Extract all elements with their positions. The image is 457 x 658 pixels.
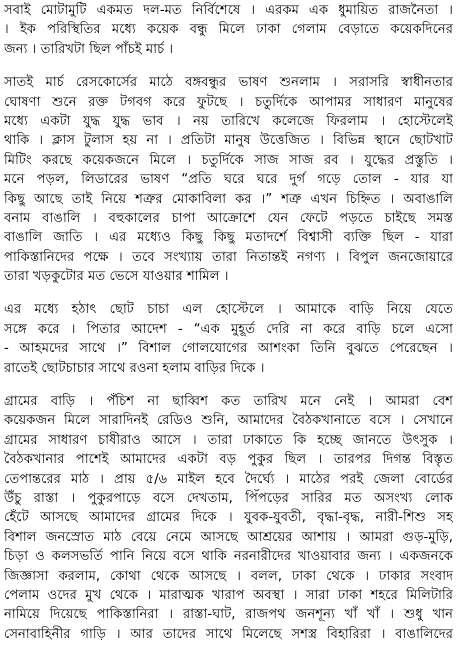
- paragraph-2: [4, 73, 453, 286]
- text-line: কয়েকজন মিলে সারাদিনই রেডিও শুনি, আমাদের বৈঠকখানাতে বসে । সেখানে: [4, 413, 453, 429]
- text-line: বাঙালি জাতি । এর মধ্যেও কিছু কিছু মতাদর্শে বিশ্বাসী ব্যক্তি ছিল - যারা: [4, 230, 453, 246]
- text-line: তারা খড়কুটোর মত ভেসে যাওয়ার শামিল ।: [4, 269, 229, 285]
- paragraph-4: [4, 392, 453, 644]
- text-line: সঙ্গে করে । পিতার আদেশ - “এক মুহূর্ত দেরি না করে বাড়ি চলে এসো: [4, 321, 453, 337]
- text-line: চিড়া ও কলসভর্তি পানি নিয়ে বসে থাকি নরনারীদের খাওয়াবার জন্য । একজনকে: [4, 549, 453, 565]
- text-line: রাতেই ছোটচাচার সাথে রওনা হলাম বাড়ির দিকে ।: [4, 360, 265, 376]
- text-line: সবাই মোটামুটি একমত দল-মত নির্বিশেষে । এরকম এক ধুমায়িত রাজনৈতা ।: [4, 3, 453, 18]
- text-line: হেঁটে আসছে আমাদের গ্রামের দিকে । যুবক-যুবতী, বৃদ্ধা-বৃদ্ধ, নারী-শিশু সহ: [4, 510, 453, 526]
- paragraph-3: [4, 300, 453, 378]
- document-page: [4, 1, 453, 658]
- text-line: মনে পড়ল, লিডারের ভাষণ “প্রতি ঘরে ঘরে দুর্গ গড়ে তোল - যার যা: [4, 172, 453, 188]
- text-line: কিছু আছে তাই নিয়ে শত্রুর মোকাবিলা কর ।” শত্রু এখন চিহ্নিত । অবাঙালি: [4, 191, 453, 207]
- text-line: । ইক পরিস্থিতির মধ্যে কয়েক বন্ধু মিলে ঢাকা গেলাম বেড়াতে কয়েকদিনের: [4, 22, 453, 38]
- paragraph-1: [4, 1, 453, 59]
- text-line: নামিয়ে দিয়েছে পাকিস্তানিরা । রাস্তা-ঘাট, রাজপথ জনশূন্য খাঁ খাঁ । শুধু খান: [4, 607, 453, 623]
- text-line: - আহমদের সাথে ।” বিশাল গোলযোগের আশংকা তিনি বুঝতে পেরেছেন ।: [4, 341, 453, 357]
- text-line: পেলাম ওদের মুখ থেকে । মারাত্মক খারাপ অবস্থা । সারা ঢাকা শহরে মিলিটারি: [4, 587, 453, 603]
- text-line: গ্রামের বাড়ি । পঁচিশ না ছাব্বিশ কত তারিখ মনে নেই । আমরা বেশ: [4, 394, 453, 410]
- text-line: ঘোষণা শুনে রক্ত টগবগ করে ফুটছে । চতুর্দিকে আপামর সাধারণ মানুষের: [4, 94, 453, 110]
- text-line: বিশাল জনস্রোত মাঠ বেয়ে নেমে আসছে আশ্রয়ের আশায় । আমরা গুড়-মুড়ি,: [4, 529, 453, 545]
- text-line: জন্য । তারিখটা ছিল পাঁচই মার্চ ।: [4, 41, 174, 57]
- text-line: সাতই মার্চ রেসকোর্সের মাঠে বঙ্গবন্ধুর ভাষণ শুনলাম । সরাসরি স্বাধীনতার: [4, 75, 453, 91]
- text-line: পাকিস্তানিদের পক্ষে । তবে সংখ্যায় তারা নিতান্তই নগণ্য । বিপুল জনজোয়ারে: [4, 249, 453, 265]
- text-line: এর মধ্যে হঠাৎ ছোট চাচা এল হোস্টেলে । আমাকে বাড়ি নিয়ে যেতে: [4, 302, 453, 318]
- text-line: গ্রামের সাধারণ চাষীরাও আসে । তারা ঢাকাতে কি হচ্ছে জানতে উৎসুক ।: [4, 432, 453, 448]
- text-line: জিজ্ঞাসা করলাম, কোথা থেকে আসছে । বলল, ঢাকা থেকে । ঢাকার সংবাদ: [4, 568, 453, 584]
- text-line: বৈঠকখানার পাশেই আমাদের একটা বড় পুকুর ছিল । তারপর দিগন্ত বিস্তৃত: [4, 452, 453, 468]
- text-line: তেপান্তরের মাঠ । প্রায় ৫/৬ মাইল হবে দৈর্ঘ্যে । মাঠের পরই জেলা বোর্ডের: [4, 471, 453, 487]
- text-line: সেনাবাহিনীর গাড়ি । আর তাদের সাথে মিলেছে সশস্ত্র বিহারিরা । বাঙালিদের: [4, 626, 453, 642]
- text-line: বনাম বাঙালি । বহুকালের চাপা আক্রোশে যেন ফেটে পড়তে চাইছে সমস্ত: [4, 210, 453, 226]
- text-line: মধ্যে একটা যুদ্ধ যুদ্ধ ভাব । নয় তারিখে কলেজে ফিরলাম । হোস্টেলেই: [4, 113, 453, 129]
- text-line: মিটিং করছে কয়েকজনে মিলে । চতুর্দিকে সাজ সাজ রব । যুদ্ধের প্রস্তুতি ।: [4, 152, 453, 168]
- text-line: উঁচু রাস্তা । পুকুরপাড়ে বসে দেখতাম, পিঁপড়ের সারির মত অসংখ্য লোক: [4, 490, 453, 506]
- text-line: থাকি । ক্লাস টুলাস হয় না । প্রতিটা মানুষ উত্তেজিত । বিভিন্ন স্থানে ছোটখাট: [4, 133, 453, 149]
